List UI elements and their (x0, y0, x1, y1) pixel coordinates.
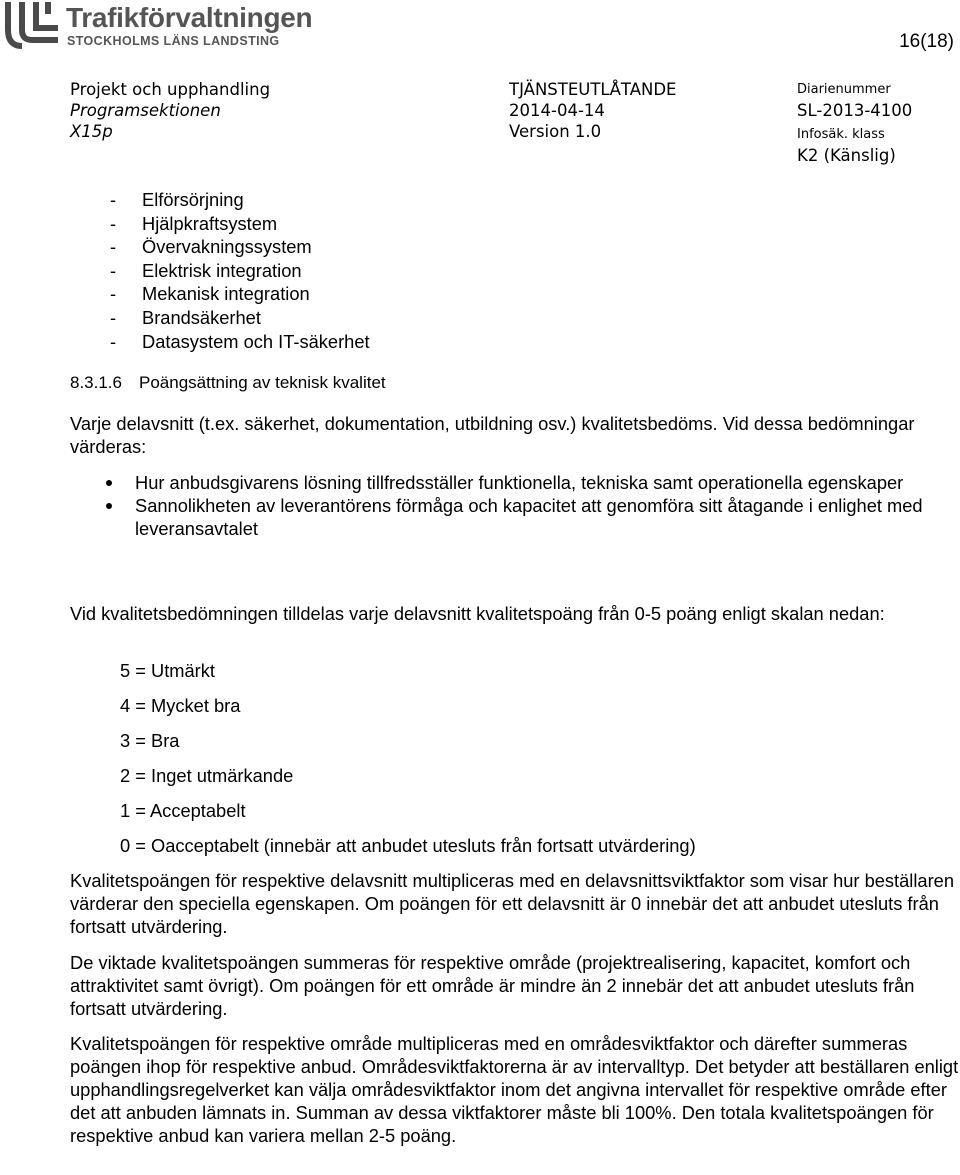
list-item: Sannolikheten av leverantörens förmåga och kapacitet att genomföra sitt åtagande i enlighet med leveransavtalet (135, 494, 960, 540)
list-item: Hur anbudsgivarens lösning tillfredsställer funktionella, tekniska samt operationella egenskaper (135, 471, 960, 494)
header-section: Programsektionen (70, 101, 221, 120)
section-title: Poängsättning av teknisk kvalitet (139, 373, 386, 392)
diarienummer-label: Diarienummer (797, 82, 891, 97)
list-item: 3 = Bra (120, 730, 180, 751)
logo (0, 0, 320, 52)
section-heading (70, 373, 386, 393)
criteria-list (135, 471, 960, 540)
header-registry (797, 79, 912, 166)
intro-paragraph: Varje delavsnitt (t.ex. säkerhet, dokumentation, utbildning osv.) kvalitetsbedöms. Vid dessa bedömningar värderas: (70, 413, 915, 457)
system-list (110, 188, 370, 353)
list-item: - Hjälpkraftsystem (110, 212, 278, 234)
header-department (70, 79, 270, 142)
scale-intro: Vid kvalitetsbedömningen tilldelas varje delavsnitt kvalitetspoäng från 0-5 poäng enligt skalan nedan: (70, 603, 885, 624)
paragraph: Kvalitetspoängen för respektive område multipliceras med en områdesviktfaktor och därefter summeras poängen ihop för respektive anbud. Områdesviktfaktorerna är av intervalltyp. Det betyder att beställaren enligt upphandlingsregelverket kan välja områdesviktfaktor inom det angivna intervallet för respektive område efter det att anbuden lämnats in. Summan av dessa viktfaktorer måste bli 100%. Den totala kvalitetspoängen för respektive anbud kan variera mellan 2-5 poäng. (70, 1033, 959, 1146)
infosak-label: Infosäk. klass (797, 127, 885, 142)
list-item: - Brandsäkerhet (110, 306, 261, 328)
list-item: - Datasystem och IT-säkerhet (110, 330, 370, 352)
header-unit: Projekt och upphandling (70, 80, 271, 99)
paragraph: De viktade kvalitetspoängen summeras för respektive område (projektrealisering, kapacitet, komfort och attraktivitet samt övrigt). Om poängen för ett område är mindre än 2 innebär det att anbudet utesluts från fortsatt utvärdering. (70, 952, 915, 1019)
infosak-value: K2 (Känslig) (797, 146, 896, 165)
logo-name: Trafikförvaltningen (66, 2, 313, 33)
header-version: Version 1.0 (509, 122, 602, 141)
list-item: - Elförsörjning (110, 189, 244, 210)
header-doc-type: TJÄNSTEUTLÅTANDE (509, 80, 677, 99)
list-item: - Elektrisk integration (110, 259, 302, 281)
header-document-info (509, 79, 676, 142)
list-item: 2 = Inget utmärkande (120, 765, 294, 786)
list-item: 1 = Acceptabelt (120, 800, 246, 821)
list-item: 0 = Oacceptabelt (innebär att anbudet utesluts från fortsatt utvärdering) (120, 835, 696, 856)
list-item: 4 = Mycket bra (120, 695, 241, 716)
diarienummer-value: SL-2013-4100 (797, 101, 913, 120)
paragraph: Kvalitetspoängen för respektive delavsnitt multipliceras med en delavsnittsviktfaktor som visar hur beställaren värderar den speciella egenskapen. Om poängen för ett delavsnitt är 0 innebär det att anbudet utesluts från fortsatt utvärdering. (70, 870, 955, 937)
section-number: 8.3.1.6 (70, 373, 122, 392)
bullet-icon (106, 480, 112, 486)
bullet-icon (106, 503, 112, 509)
list-item: 5 = Utmärkt (120, 660, 215, 681)
sll-logo-icon (0, 0, 60, 50)
header-project: X15p (70, 122, 113, 141)
list-item: - Mekanisk integration (110, 283, 310, 305)
page-number: 16(18) (899, 31, 954, 52)
logo-subtitle: STOCKHOLMS LÄNS LANDSTING (67, 34, 280, 48)
list-item: - Övervakningssystem (110, 236, 312, 258)
header-date: 2014-04-14 (509, 101, 605, 120)
score-scale (120, 659, 696, 869)
